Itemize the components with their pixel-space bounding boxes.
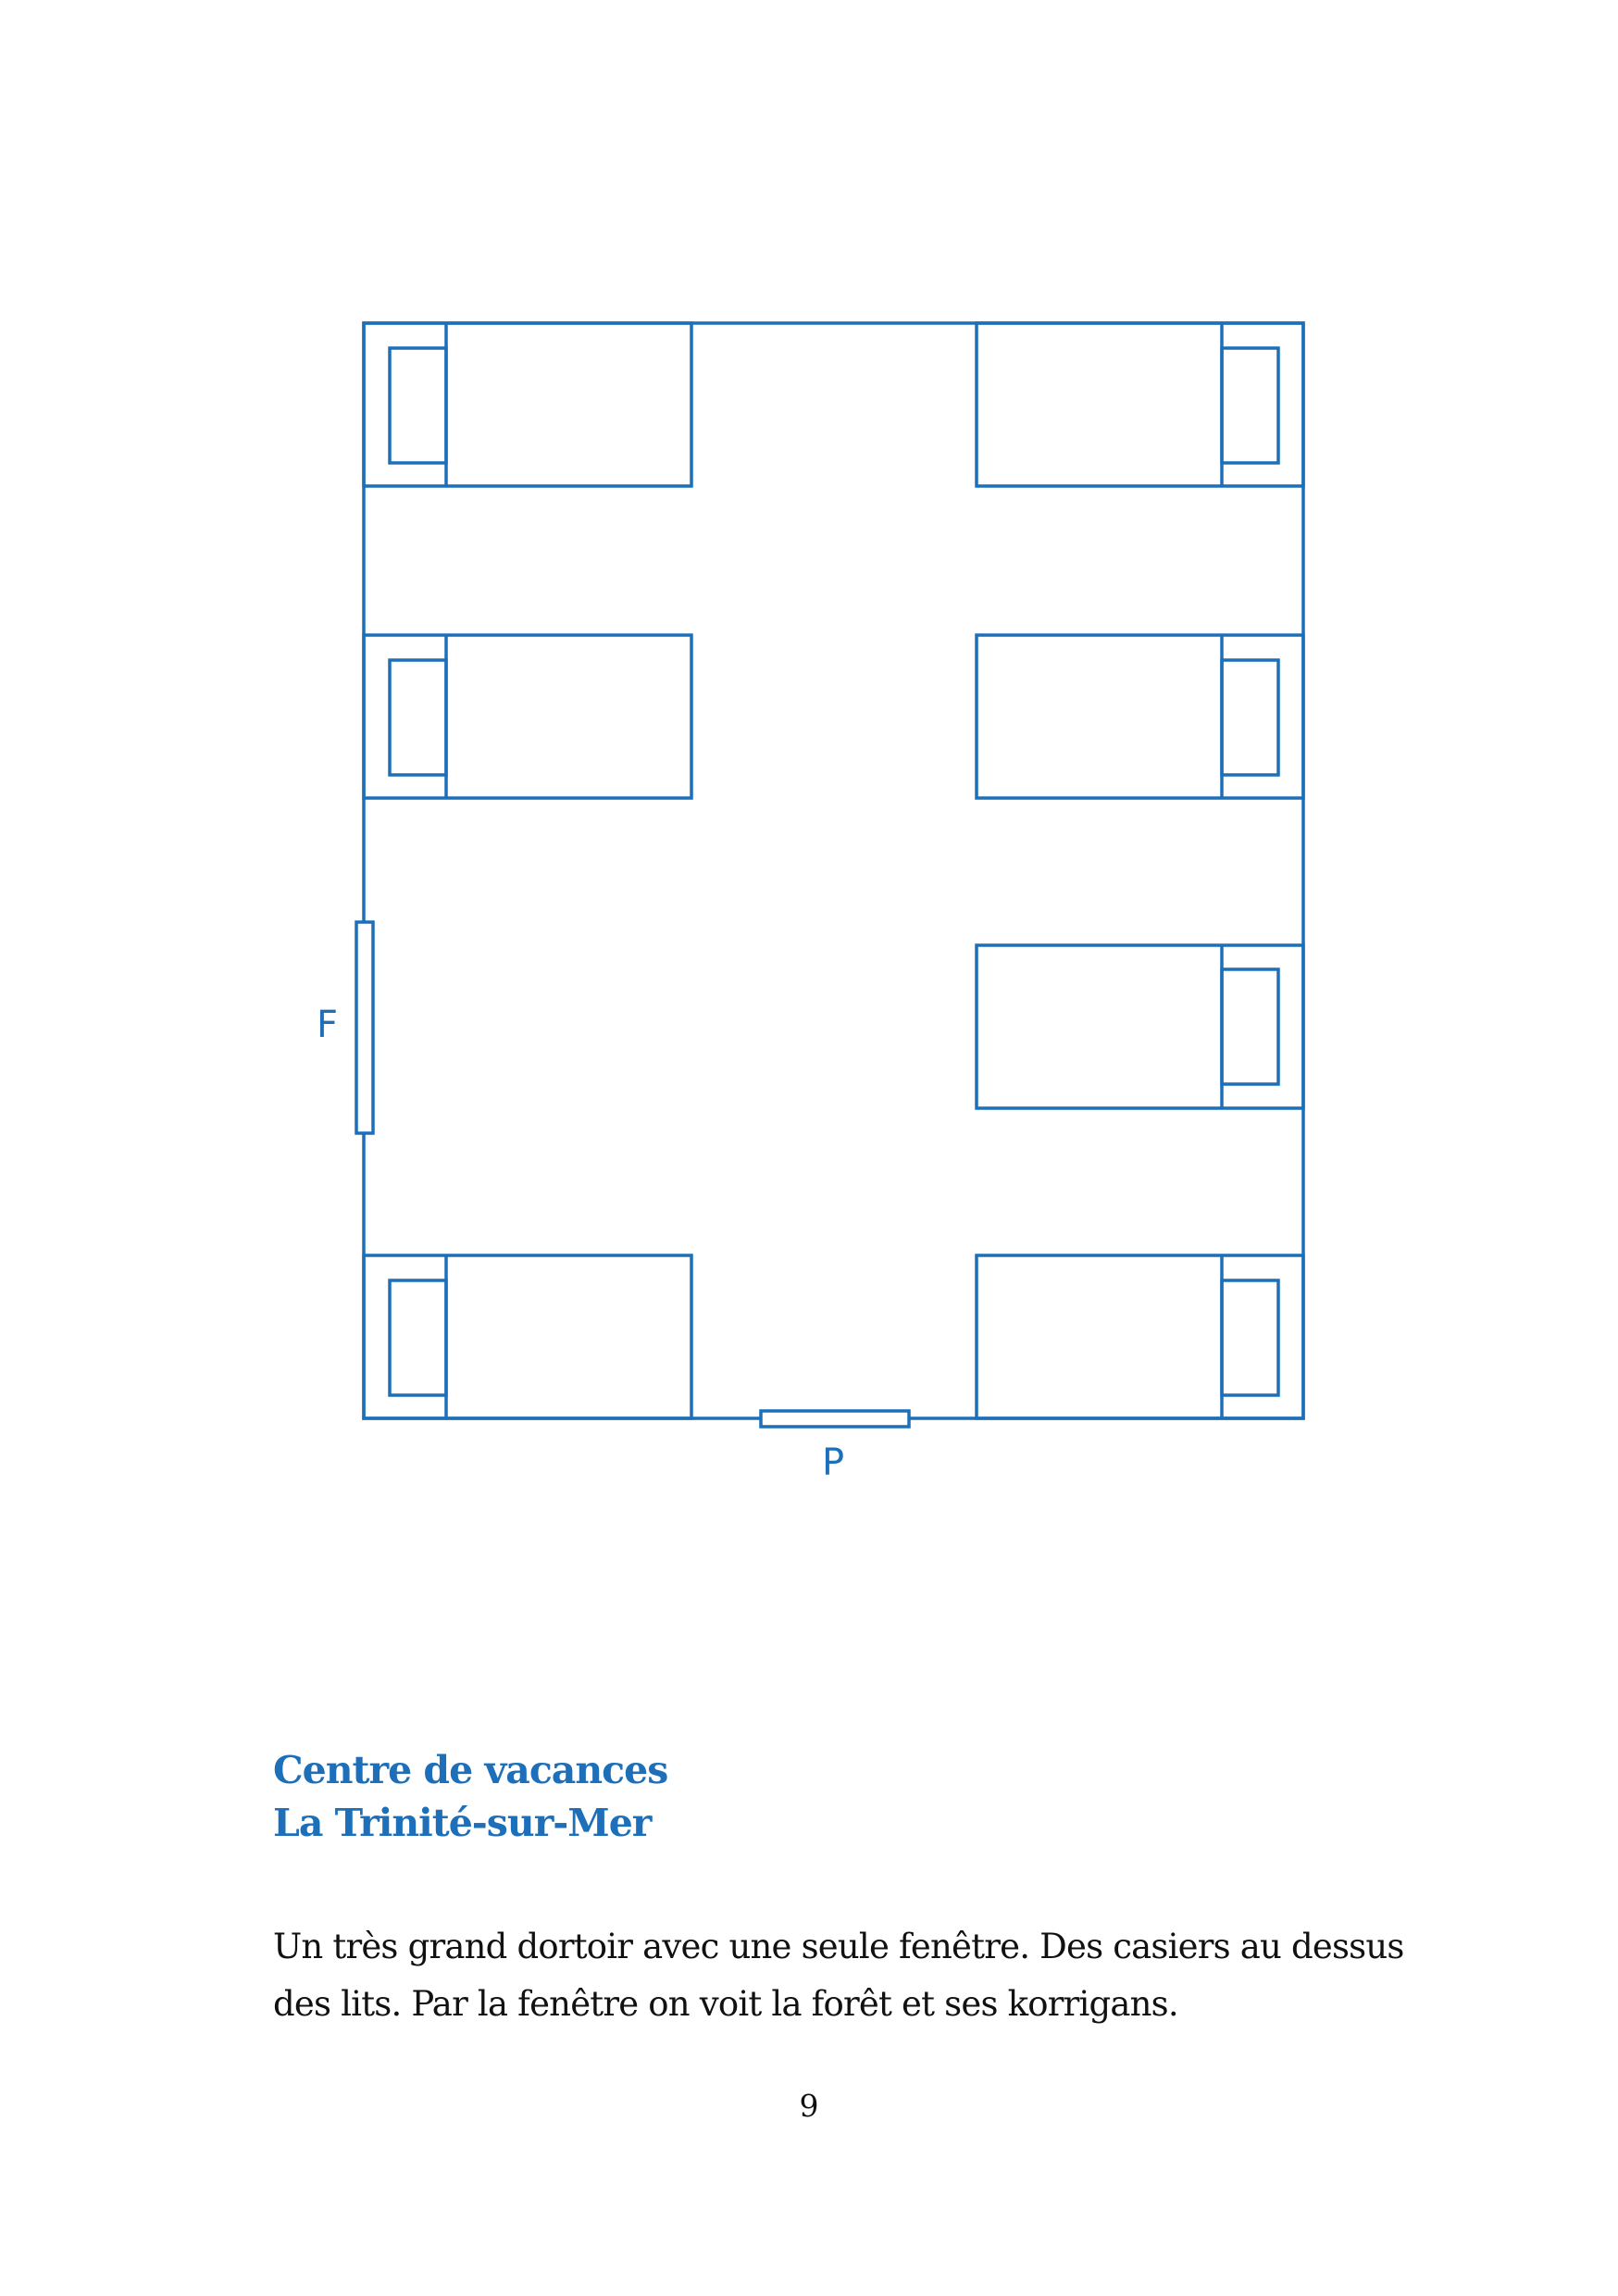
- bed-left-4: [364, 1255, 691, 1418]
- description-paragraph: Un très grand dortoir avec une seule fenêtre. Des casiers au dessus des lits. Par la fenêtre on voit la forêt et ses korrigans.: [273, 1927, 1404, 2024]
- pillow: [1222, 969, 1278, 1084]
- heading-line-2: La Trinité-sur-Mer: [273, 1801, 652, 1845]
- heading-line-1: Centre de vacances: [273, 1748, 668, 1792]
- pillow: [1222, 660, 1278, 775]
- bed-right-4: [977, 1255, 1303, 1418]
- page-number: 9: [799, 2088, 819, 2124]
- door-opening: [761, 1411, 909, 1427]
- bed-right-3: [977, 945, 1303, 1108]
- pillow: [390, 660, 446, 775]
- bed-right-2: [977, 635, 1303, 798]
- pillow: [1222, 348, 1278, 463]
- bed-right-1: [977, 323, 1303, 486]
- pillow: [1222, 1280, 1278, 1395]
- pillow: [390, 348, 446, 463]
- window-label: F: [317, 1004, 339, 1046]
- pillow: [390, 1280, 446, 1395]
- door-label: P: [822, 1441, 845, 1484]
- window-opening: [356, 922, 373, 1133]
- bed-left-1: [364, 323, 691, 486]
- bed-left-2: [364, 635, 691, 798]
